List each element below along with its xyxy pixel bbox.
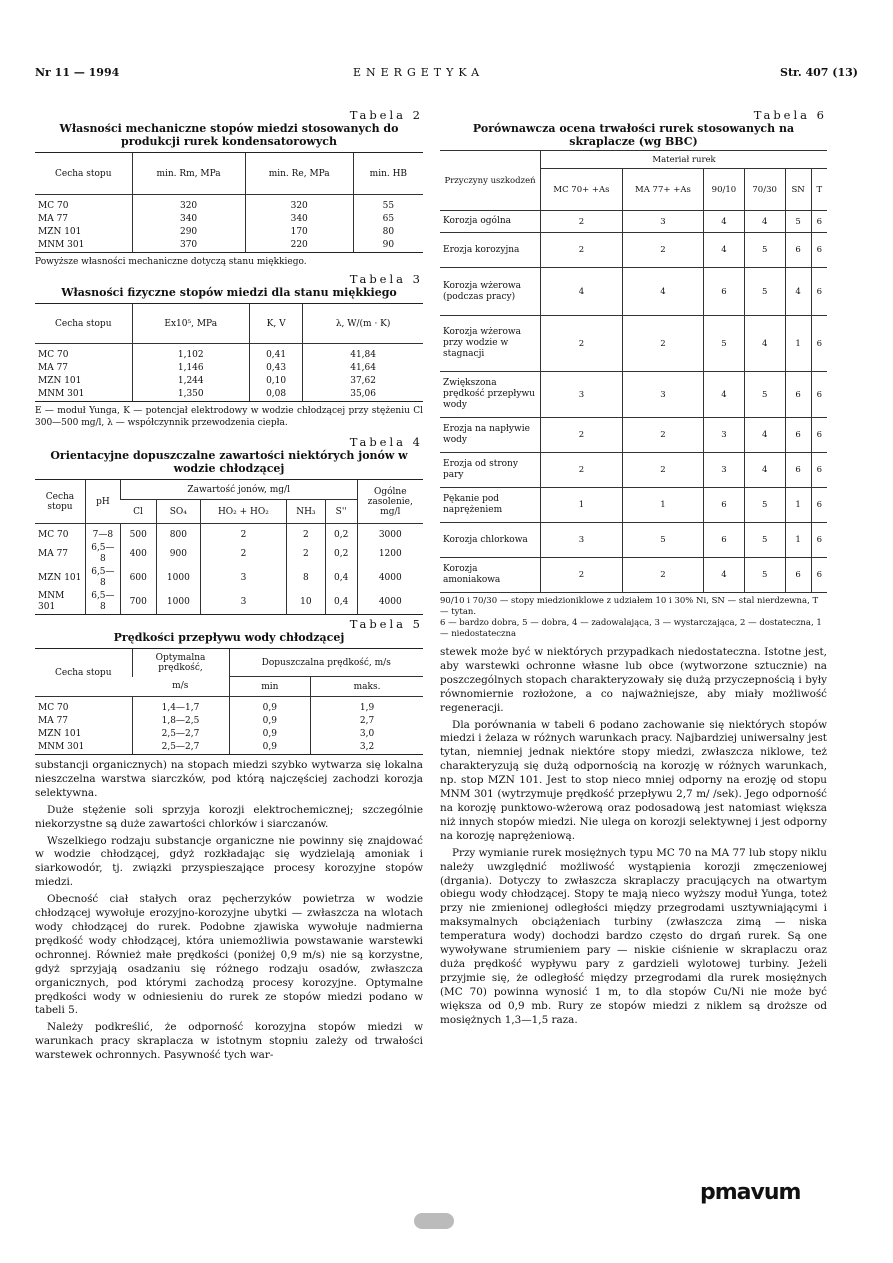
t5-max: maks.	[311, 677, 423, 697]
cell: 6,5—8	[85, 566, 120, 590]
t4-sub: SO₄	[156, 500, 200, 524]
left-column	[35, 108, 423, 1066]
cell: 7—8	[85, 524, 120, 543]
table2-title: Własności mechaniczne stopów miedzi stosowanych do produkcji rurek kondensatorowych	[59, 122, 399, 148]
table4-label: Tabela 4	[349, 435, 423, 449]
t4-sub: S''	[325, 500, 357, 524]
issue-number: Nr 11 — 1994	[35, 66, 120, 79]
t6-sub: MC 70+ +As	[541, 169, 623, 211]
cell: 6	[811, 233, 827, 268]
table-row	[35, 697, 423, 716]
cell: 5	[785, 211, 811, 233]
cell: 290	[132, 226, 245, 239]
cell: Korozja amoniakowa	[440, 558, 541, 593]
cell: 1,102	[132, 344, 249, 363]
table-row	[440, 453, 827, 488]
cell: 5	[744, 558, 785, 593]
cell: 2,5—2,7	[132, 728, 229, 741]
t6-sub: 90/10	[704, 169, 745, 211]
cell: 1,9	[311, 697, 423, 716]
cell: 6	[811, 372, 827, 418]
table4-title: Orientacyjne dopuszczalne zawartości niektórych jonów w wodzie chłodzącej	[50, 449, 408, 475]
cell: 6	[811, 316, 827, 372]
cell: Korozja chlorkowa	[440, 523, 541, 558]
table-row	[35, 728, 423, 741]
cell: 6	[811, 211, 827, 233]
t4-sub: Cl	[120, 500, 156, 524]
paragraph: Wszelkiego rodzaju substancje organiczne nie powinny się znajdować w wodzie chłodzącej, gdyż rozkładając się wydzielają amoniak i siarkowodór, tj. związki przyspieszające procesy korozyjne stopów miedzi.	[35, 834, 423, 889]
cell: 80	[353, 226, 423, 239]
table-row	[35, 590, 423, 615]
cell: MC 70	[38, 201, 69, 211]
table2-label: Tabela 2	[349, 108, 423, 122]
t6-sub: 70/30	[744, 169, 785, 211]
cell: MC 70	[38, 350, 69, 360]
cell: 3	[201, 566, 287, 590]
table-row	[35, 239, 423, 253]
table-row	[35, 524, 423, 543]
cell: 3,0	[311, 728, 423, 741]
cell: 55	[353, 195, 423, 214]
table3-label: Tabela 3	[349, 272, 423, 286]
cell: 3	[201, 590, 287, 615]
cell: 1200	[357, 542, 423, 566]
cell: 1	[785, 523, 811, 558]
cell: Korozja wżerowa (podczas pracy)	[440, 268, 541, 316]
cell: 4	[704, 233, 745, 268]
cell: 3	[541, 523, 623, 558]
table-row	[35, 741, 423, 755]
cell: MNM 301	[35, 239, 132, 253]
cell: 6,5—8	[85, 590, 120, 615]
cell: 3	[704, 418, 745, 453]
cell: 1,146	[132, 362, 249, 375]
cell: 4	[744, 418, 785, 453]
table-row	[35, 375, 423, 388]
cell: 6	[811, 268, 827, 316]
cell: 0,08	[249, 388, 302, 402]
cell: 0,4	[325, 590, 357, 615]
cell: MZN 101	[38, 227, 82, 237]
t3-col: Cecha stopu	[35, 304, 132, 344]
cell: 6	[704, 488, 745, 523]
cell: 6	[811, 488, 827, 523]
table5	[35, 648, 423, 755]
t3-col: K, V	[249, 304, 302, 344]
paragraph: Należy podkreślić, że odporność korozyjna stopów miedzi w warunkach pracy skraplacza w istotnym stopniu zależy od trwałości warstewek ochronnych. Pasywność tych war-	[35, 1021, 423, 1062]
cell: 2	[622, 558, 703, 593]
table2	[35, 152, 423, 253]
table6-note-abbrev: 90/10 i 70/30 — stopy miedzioniklowe z udziałem 10 i 30% Ni, SN — stal nierdzewna, T — tytan.	[440, 596, 819, 617]
t4-ph: pH	[85, 480, 120, 524]
table5-title: Prędkości przepływu wody chłodzącej	[113, 631, 345, 644]
cell: 1,244	[132, 375, 249, 388]
cell: 5	[744, 523, 785, 558]
table-row	[35, 195, 423, 214]
cell: 320	[245, 195, 353, 214]
t2-col: min. HB	[353, 153, 423, 195]
cell: 600	[120, 566, 156, 590]
cell: Zwiększona prędkość przepływu wody	[440, 372, 541, 418]
cell: 340	[132, 213, 245, 226]
cell: MA 77	[38, 548, 69, 559]
cell: 2	[622, 453, 703, 488]
cell: 1	[622, 488, 703, 523]
cell: MC 70	[38, 530, 69, 540]
t6-sub: T	[811, 169, 827, 211]
cell: 90	[353, 239, 423, 253]
table-row	[35, 213, 423, 226]
cell: MNM 301	[35, 590, 85, 615]
cell: 4	[622, 268, 703, 316]
right-body-text	[440, 646, 827, 1027]
t5-opt: Optymalna prędkość,	[132, 649, 229, 677]
cell: MNM 301	[35, 741, 132, 755]
cell: 6,5—8	[85, 542, 120, 566]
cell: 0,9	[229, 741, 311, 755]
cell: 6	[811, 453, 827, 488]
cell: 6	[811, 523, 827, 558]
cell: 3	[622, 211, 703, 233]
cell: 0,2	[325, 542, 357, 566]
table-row	[440, 268, 827, 316]
cell: 37,62	[303, 375, 423, 388]
cell: 4000	[357, 566, 423, 590]
cell: 6	[785, 233, 811, 268]
table5-label: Tabela 5	[349, 617, 423, 631]
cell: 4	[744, 211, 785, 233]
running-header	[35, 66, 858, 82]
cell: MA 77	[38, 716, 69, 726]
cell: 5	[704, 316, 745, 372]
cell: 41,84	[303, 344, 423, 363]
cell: 1	[785, 316, 811, 372]
t2-col: min. Re, MPa	[245, 153, 353, 195]
journal-name: ENERGETYKA	[353, 66, 485, 79]
paragraph: Duże stężenie soli sprzyja korozji elektrochemicznej; szczególnie niekorzystne są duże zawartości chlorków i siarczanów.	[35, 803, 423, 830]
cell: 5	[622, 523, 703, 558]
table2-note: Powyższe własności mechaniczne dotyczą stanu miękkiego.	[35, 257, 307, 267]
cell: MNM 301	[35, 388, 132, 402]
cell: 2	[622, 233, 703, 268]
cell: 1,350	[132, 388, 249, 402]
cell: 2,5—2,7	[132, 741, 229, 755]
table4	[35, 479, 423, 615]
table-row	[440, 233, 827, 268]
cell: 900	[156, 542, 200, 566]
cell: 0,41	[249, 344, 302, 363]
cell: 4	[744, 453, 785, 488]
t6-material: Materiał rurek	[541, 151, 827, 169]
table-row	[35, 344, 423, 363]
cell: 0,9	[229, 715, 311, 728]
table-row	[35, 362, 423, 375]
table-row	[35, 566, 423, 590]
cell: 340	[245, 213, 353, 226]
table-row	[440, 523, 827, 558]
cell: 6	[785, 558, 811, 593]
paragraph: substancji organicznych) na stopach miedzi szybko wytwarza się lokalna nieszczelna warstwa siarczków, pod którą najczęściej zachodzi korozja selektywna.	[35, 759, 423, 799]
table6-note-scale: 6 — bardzo dobra, 5 — dobra, 4 — zadowalająca, 3 — wystarczająca, 2 — dostateczna, 1 — niedostateczna	[440, 618, 822, 639]
cell: 5	[744, 233, 785, 268]
cell: 41,64	[303, 362, 423, 375]
t4-ogolne: Ogólne zasolenie, mg/l	[357, 480, 423, 524]
t2-col: Cecha stopu	[35, 153, 132, 195]
cell: 3	[704, 453, 745, 488]
t5-min: min	[229, 677, 311, 697]
table-row	[440, 418, 827, 453]
cell: 4	[541, 268, 623, 316]
t5-cecha: Cecha stopu	[35, 649, 132, 697]
cell: 35,06	[303, 388, 423, 402]
cell: 5	[744, 488, 785, 523]
cell: 2	[622, 418, 703, 453]
cell: 2	[622, 316, 703, 372]
cell: 65	[353, 213, 423, 226]
cell: 1,4—1,7	[132, 697, 229, 716]
cell: 3	[622, 372, 703, 418]
cell: 4	[744, 316, 785, 372]
t3-col: λ, W/(m · K)	[303, 304, 423, 344]
table3-note: E — moduł Yunga, K — potencjał elektrodowy w wodzie chłodzącej przy stężeniu Cl 300—500 mg/l, λ — współczynnik przewodzenia ciepła.	[35, 406, 423, 428]
t4-sub: HO₂ + HO₂	[201, 500, 287, 524]
cell: Erozja korozyjna	[440, 233, 541, 268]
cell: 6	[811, 418, 827, 453]
cell: 2	[286, 524, 325, 543]
cell: 4	[704, 211, 745, 233]
cell: 2	[541, 233, 623, 268]
cell: 1000	[156, 590, 200, 615]
cell: Pękanie pod naprężeniem	[440, 488, 541, 523]
cell: MA 77	[38, 363, 69, 373]
cell: 2,7	[311, 715, 423, 728]
paragraph: Obecność ciał stałych oraz pęcherzyków powietrza w wodzie chłodzącej wywołuje erozyjno-korozyjne ubytki — zwłaszcza na wlotach wody chłodzącej do rurek. Podobne zjawiska wywołuje nadmierna prędkość wody chłodzącej, która uniemożliwia powstawanie warstewki ochronnej. Również małe prędkości (poniżej 0,9 m/s) nie są korzystne, gdyż sprzyjają osadzaniu się różnego rodzaju osadów, zwłaszcza organicznych, pod którymi zachodzą procesy korozyjne. Optymalne prędkości wody w odniesieniu do rurek ze stopów miedzi podano w tabeli 5.	[35, 893, 423, 1017]
t6-sub: MA 77+ +As	[622, 169, 703, 211]
cell: 6	[785, 453, 811, 488]
cell: 2	[541, 418, 623, 453]
cell: 2	[286, 542, 325, 566]
t5-dop: Dopuszczalna prędkość, m/s	[229, 649, 423, 677]
cell: 0,43	[249, 362, 302, 375]
cell: MZN 101	[38, 572, 82, 583]
t4-cecha: Cecha stopu	[35, 480, 85, 524]
paragraph: Dla porównania w tabeli 6 podano zachowanie się niektórych stopów miedzi i żelaza w różnych warunkach pracy. Najbardziej uniwersalny jest tytan, niemniej jednak niektóre stopy miedzi, zwłaszcza niklowe, też charakteryzują się dużą odpornością na korozję w różnych warunkach, np. stop MZN 101. Jest to stop nieco mniej odporny na erozję od stopu MNM 301 (wytrzymuje prędkość przepływu 2,7 m/ /sek). Jego odporność na korozję punktowo-wżerową oraz podosadową jest natomiast większa niż innych stopów miedzi. Nie ulega on korozji selektywnej i jest odporny na korozję naprężeniową.	[440, 718, 827, 842]
t5-unit: m/s	[132, 677, 229, 697]
t6-sub: SN	[785, 169, 811, 211]
cell: 6	[785, 418, 811, 453]
t4-group: Zawartość jonów, mg/l	[120, 480, 357, 500]
cell: 6	[704, 523, 745, 558]
table3	[35, 303, 423, 402]
page-number: Str. 407 (13)	[780, 66, 858, 79]
t2-col: min. Rm, MPa	[132, 153, 245, 195]
cell: 2	[541, 211, 623, 233]
cell: 170	[245, 226, 353, 239]
cell: 4000	[357, 590, 423, 615]
cell: 2	[541, 316, 623, 372]
cell: 220	[245, 239, 353, 253]
cell: Korozja wżerowa przy wodzie w stagnacji	[440, 316, 541, 372]
cell: 0,9	[229, 728, 311, 741]
table6-title: Porównawcza ocena trwałości rurek stosowanych na skraplacze (wg BBC)	[472, 122, 795, 148]
cell: 4	[704, 372, 745, 418]
paragraph: stewek może być w niektórych przypadkach niedostateczna. Istotne jest, aby warstewki ochronne własne lub obce (wytworzone sztucznie) na poszczególnych stopach charakteryzowały się dużą przyczepnością i były równomiernie rozłożone, a co najważniejsze, aby miały możliwość regeneracji.	[440, 646, 827, 714]
table-row	[35, 388, 423, 402]
cell: 6	[811, 558, 827, 593]
table-row	[35, 226, 423, 239]
cell: MA 77	[38, 214, 69, 224]
cell: 6	[785, 372, 811, 418]
page-stamp	[414, 1213, 454, 1229]
cell: 1,8—2,5	[132, 715, 229, 728]
cell: 700	[120, 590, 156, 615]
cell: 5	[744, 372, 785, 418]
t6-przyczyny: Przyczyny uszkodzeń	[440, 151, 541, 211]
cell: 3,2	[311, 741, 423, 755]
cell: 800	[156, 524, 200, 543]
right-column	[440, 108, 827, 1030]
cell: MC 70	[38, 703, 69, 713]
cell: 4	[704, 558, 745, 593]
cell: 2	[201, 524, 287, 543]
cell: Korozja ogólna	[440, 211, 541, 233]
cell: 1000	[156, 566, 200, 590]
table-row	[35, 715, 423, 728]
cell: 3000	[357, 524, 423, 543]
cell: Erozja od strony pary	[440, 453, 541, 488]
cell: 400	[120, 542, 156, 566]
cell: 370	[132, 239, 245, 253]
cell: 8	[286, 566, 325, 590]
cell: 4	[785, 268, 811, 316]
cell: MZN 101	[38, 376, 82, 386]
cell: 2	[201, 542, 287, 566]
left-body-text	[35, 759, 423, 1063]
cell: 1	[785, 488, 811, 523]
table-row	[35, 542, 423, 566]
publisher-signature: pmavum	[700, 1180, 801, 1205]
cell: 6	[704, 268, 745, 316]
cell: 2	[541, 453, 623, 488]
table-row	[440, 488, 827, 523]
cell: 0,2	[325, 524, 357, 543]
table-row	[440, 372, 827, 418]
cell: MZN 101	[38, 729, 82, 739]
cell: 500	[120, 524, 156, 543]
paragraph: Przy wymianie rurek mosiężnych typu MC 70 na MA 77 lub stopy niklu należy uwzględnić możliwość wystąpienia korozji zmęczeniowej (drgania). Dotyczy to zwłaszcza skraplaczy pracujących na otwartym obiegu wody chłodzącej. Stopy te mają nieco wyższy moduł Yunga, toteż przy nie zmienionej odległości między przegrodami usztywniającymi i maksymalnych obciążeniach turbiny (zwłaszcza zimą — niska temperatura wody) dochodzi bardzo często do drgań rurek. Są one wywoływane strumieniem pary — niskie ciśnienie w skraplaczu oraz duża prędkość wypływu pary z gardzieli wylotowej turbiny. Jeżeli przyjmie się, że odległość między przegrodami dla rurek mosiężnych (MC 70) powinna wynosić 1 m, to dla stopów Cu/Ni nie może być większa od 0,9 mb. Rury ze stopów miedzi z niklem są droższe od mosiężnych 1,3—1,5 raza.	[440, 846, 827, 1026]
table-row	[440, 316, 827, 372]
table6-label: Tabela 6	[753, 108, 827, 122]
t4-sub: NH₃	[286, 500, 325, 524]
table3-title: Własności fizyczne stopów miedzi dla stanu miękkiego	[61, 286, 397, 299]
table-row	[440, 558, 827, 593]
cell: 0,9	[229, 697, 311, 716]
table6	[440, 150, 827, 593]
cell: 320	[132, 195, 245, 214]
cell: 1	[541, 488, 623, 523]
cell: 2	[541, 558, 623, 593]
t3-col: Ex10⁵, MPa	[132, 304, 249, 344]
cell: Erozja na napływie wody	[440, 418, 541, 453]
table-row	[440, 211, 827, 233]
cell: 0,10	[249, 375, 302, 388]
cell: 3	[541, 372, 623, 418]
cell: 10	[286, 590, 325, 615]
cell: 0,4	[325, 566, 357, 590]
cell: 5	[744, 268, 785, 316]
